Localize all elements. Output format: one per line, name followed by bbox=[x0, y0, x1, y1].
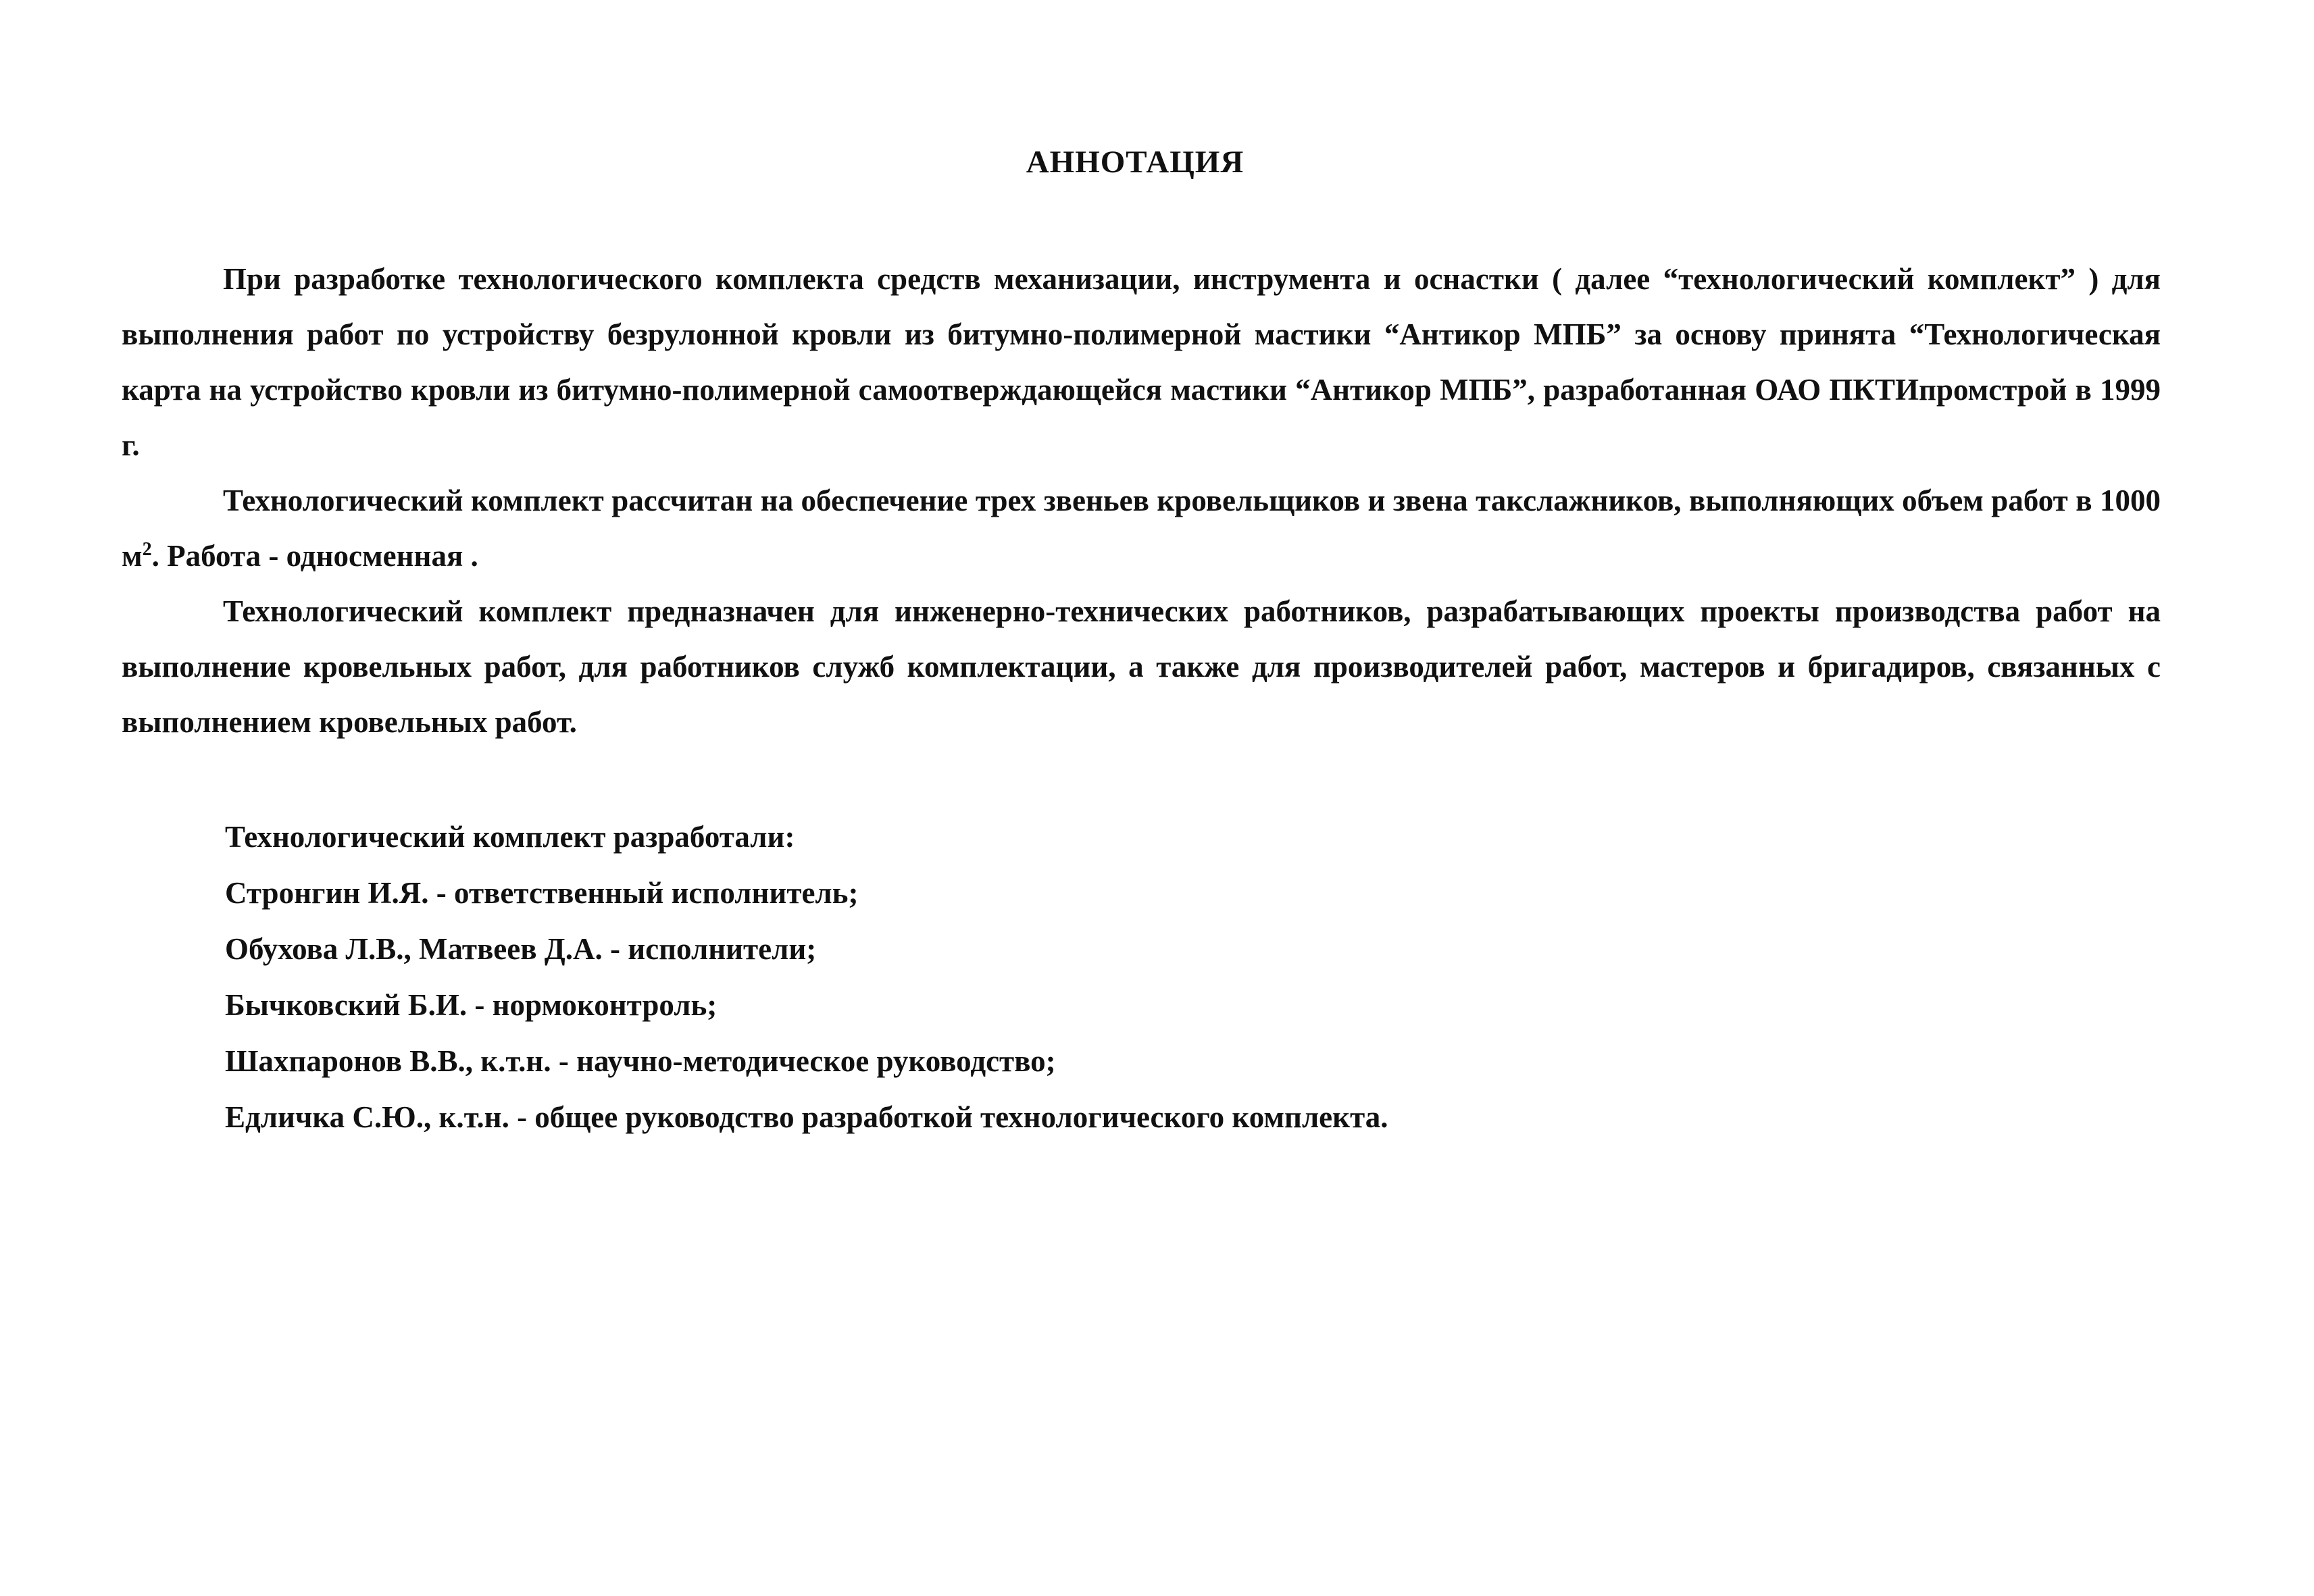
author-line: Стронгин И.Я. - ответственный исполнитель; bbox=[225, 876, 859, 910]
paragraph-basis: При разработке технологического комплекта средств механизации, инструмента и оснастки ( далее “технологический комплект” ) для выполнения работ по устройству безрулонной кровли из битумно-полимерной мастики “Антикор МПБ” за основу принята “Технологическая карта на устройство кровли из битумно-полимерной самоотверждающейся мастики “Антикор МПБ”, разработанная ОАО ПКТИпромстрой в 1999 г. bbox=[122, 262, 2161, 462]
annotation-body bbox=[122, 251, 2161, 750]
authors-heading: Технологический комплект разработали: bbox=[225, 820, 795, 854]
paragraph-audience: Технологический комплект предназначен для инженерно-технических работников, разрабатывающих проекты производства работ на выполнение кровельных работ, для работников служб комплектации, а также для производителей работ, мастеров и бригадиров, связанных с выполнением кровельных работ. bbox=[122, 594, 2161, 739]
paragraph-scope-text: Технологический комплект рассчитан на обеспечение трех звеньев кровельщиков и звена такслажников, выполняющих объем работ в 1000 м bbox=[122, 484, 2161, 573]
paragraph-scope bbox=[122, 473, 2161, 584]
document-title: АННОТАЦИЯ bbox=[1026, 145, 1244, 180]
author-line: Едличка С.Ю., к.т.н. - общее руководство разработкой технологического комплекта. bbox=[225, 1100, 1388, 1134]
superscript-square: 2 bbox=[142, 539, 152, 560]
author-line: Обухова Л.В., Матвеев Д.А. - исполнители; bbox=[225, 932, 817, 966]
authors-block bbox=[225, 809, 2117, 1145]
paragraph-scope-tail: . Работа - односменная . bbox=[151, 539, 478, 573]
author-line: Шахпаронов В.В., к.т.н. - научно-методическое руководство; bbox=[225, 1044, 1056, 1078]
author-line: Бычковский Б.И. - нормоконтроль; bbox=[225, 988, 718, 1022]
